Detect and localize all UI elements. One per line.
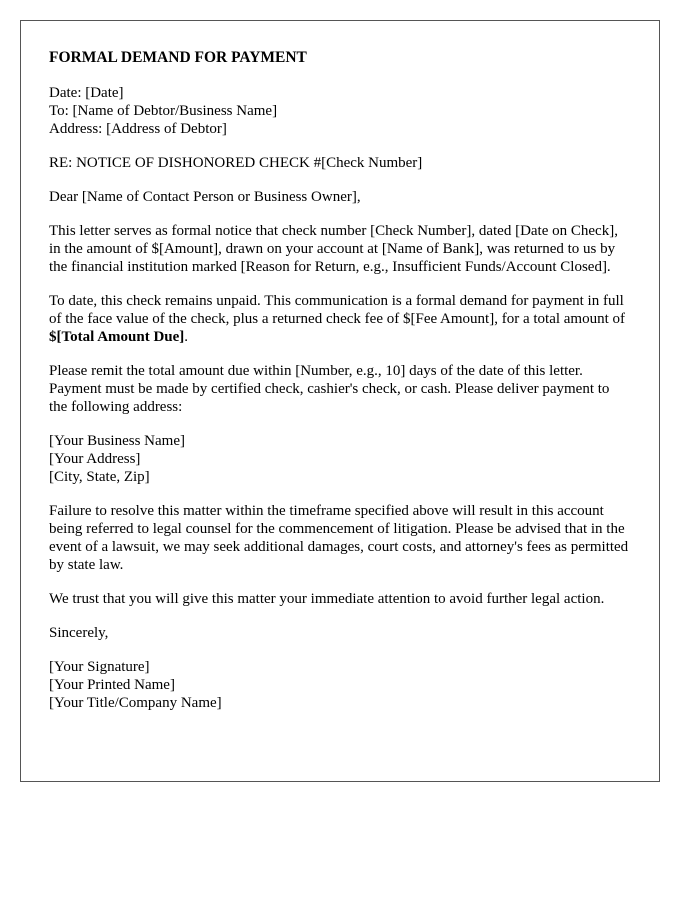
printed-name: [Your Printed Name] <box>49 677 175 693</box>
to-line: To: [Name of Debtor/Business Name] <box>49 103 278 119</box>
signature: [Your Signature] <box>49 659 150 675</box>
remit-city-state-zip: [City, State, Zip] <box>49 469 150 485</box>
paragraph-closing-note: We trust that you will give this matter your immediate attention to avoid further legal action. <box>49 591 605 607</box>
remit-address-line: [Your Address] <box>49 451 141 467</box>
paragraph-remit: Please remit the total amount due within [Number, e.g., 10] days of the date of this letter. Payment must be made by certified check, cashier's check, or cash. Please deliver payment to the following address: <box>49 363 610 415</box>
remit-address <box>49 432 631 486</box>
paragraph-notice: This letter serves as formal notice that check number [Check Number], dated [Date on Check], in the amount of $[Amount], drawn on your account at [Name of Bank], was returned to us by the financial institution marked [Reason for Return, e.g., Insufficient Funds/Account Closed]. <box>49 223 618 275</box>
letter-title: FORMAL DEMAND FOR PAYMENT <box>49 49 307 66</box>
total-amount-due: $[Total Amount Due] <box>49 329 185 345</box>
date-line: Date: [Date] <box>49 85 124 101</box>
demand-text-end: . <box>184 329 189 345</box>
paragraph-demand <box>49 292 631 346</box>
remit-business-name: [Your Business Name] <box>49 433 185 449</box>
salutation: Dear [Name of Contact Person or Business Owner], <box>49 189 361 205</box>
re-line: RE: NOTICE OF DISHONORED CHECK #[Check Number] <box>49 155 423 171</box>
signature-block <box>49 658 631 712</box>
closing: Sincerely, <box>49 625 109 641</box>
letter-header <box>49 84 631 138</box>
address-line: Address: [Address of Debtor] <box>49 121 227 137</box>
demand-text: To date, this check remains unpaid. This communication is a formal demand for payment in full of the face value of the check, plus a returned check fee of $[Fee Amount], for a total amount of <box>49 293 626 327</box>
demand-letter <box>20 20 660 782</box>
paragraph-consequences: Failure to resolve this matter within the timeframe specified above will result in this account being referred to legal counsel for the commencement of litigation. Please be advised that in the event of a lawsuit, we may seek additional damages, court costs, and attorney's fees as permitted by state law. <box>49 503 629 573</box>
title-company: [Your Title/Company Name] <box>49 695 222 711</box>
